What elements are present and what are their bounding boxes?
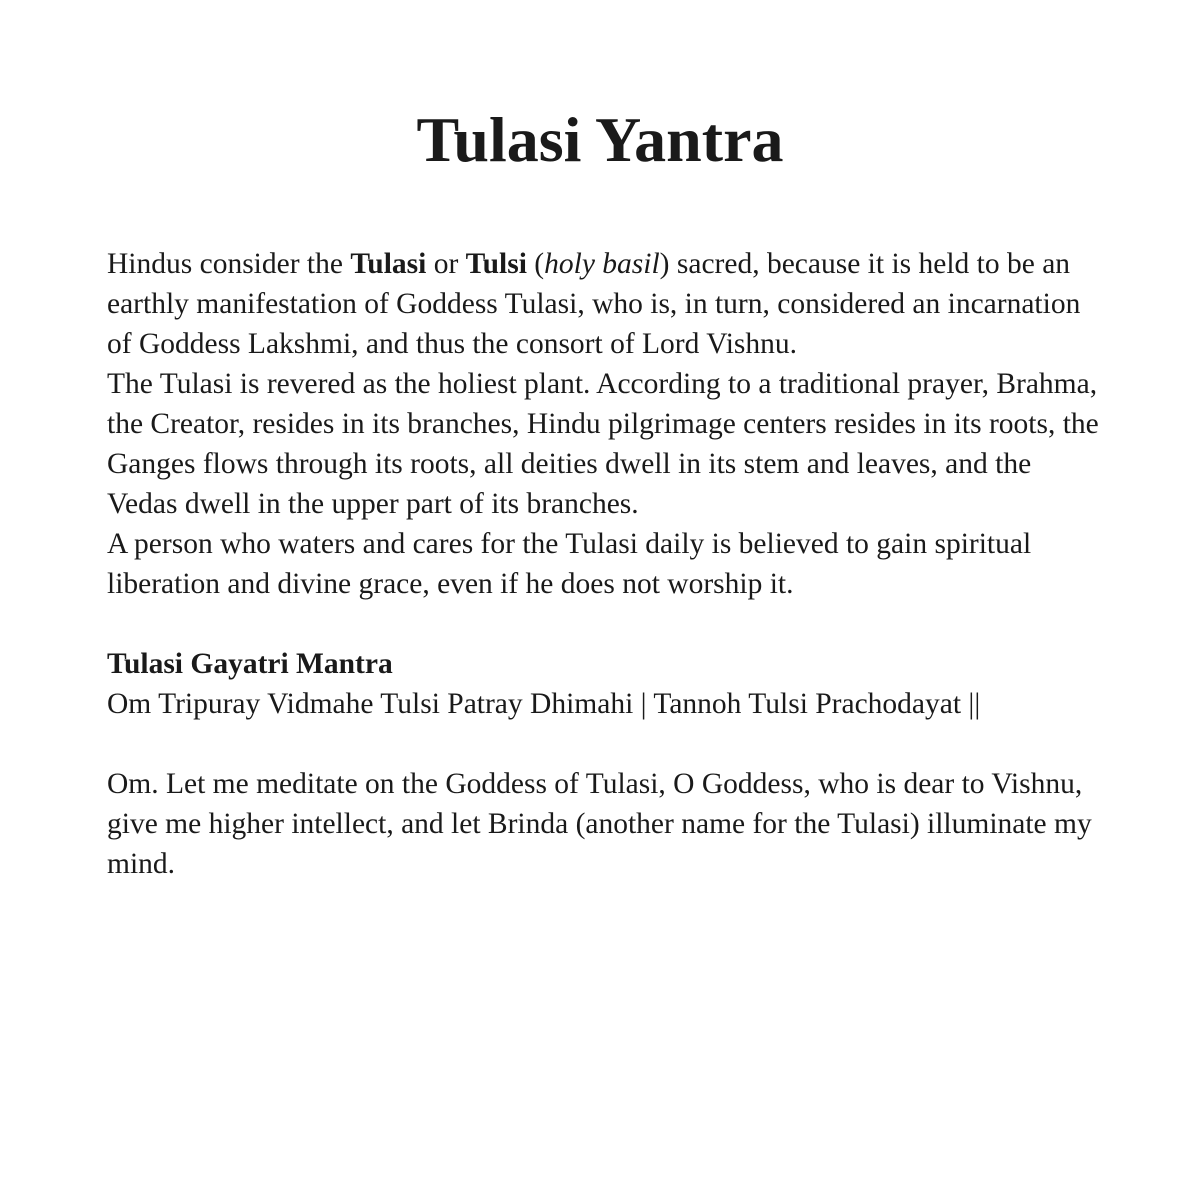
page-title: Tulasi Yantra [416,104,784,175]
intro-paragraph-3: A person who waters and cares for the Tulasi daily is believed to gain spiritual liberation and divine grace, even if he does not worship it. [107,528,1032,600]
intro-text: Hindus consider the [107,248,351,280]
term-tulsi: Tulsi [465,248,527,280]
intro-text: ( [526,248,545,280]
intro-paragraph-2: The Tulasi is revered as the holiest plant. According to a traditional prayer, Brahma, the Creator, resides in its branches, Hindu pilgrimage centers resides in its roots, the Ganges flows through its roots, all deities dwell in its stem and leaves, and the Vedas dwell in the upper part of its branches. [107,368,1099,520]
intro-text: ) sacred, because it is held to be an earthly manifestation of Goddess Tulasi, who is, in turn, considered an incarnation of Goddess Lakshmi, and thus the consort of Lord Vishnu. [107,248,1081,360]
document-body [107,244,1107,884]
spacer [107,724,1107,764]
mantra-text: Om Tripuray Vidmahe Tulsi Patray Dhimahi | Tannoh Tulsi Prachodayat || [107,688,981,720]
spacer [107,604,1107,644]
term-holy-basil: holy basil [544,248,660,280]
mantra-translation: Om. Let me meditate on the Goddess of Tulasi, O Goddess, who is dear to Vishnu, give me higher intellect, and let Brinda (another name for the Tulasi) illuminate my mind. [107,768,1092,880]
intro-text: or [426,248,466,280]
intro-paragraph-1 [107,244,1107,364]
mantra-heading: Tulasi Gayatri Mantra [107,648,393,680]
term-tulasi: Tulasi [350,248,427,280]
